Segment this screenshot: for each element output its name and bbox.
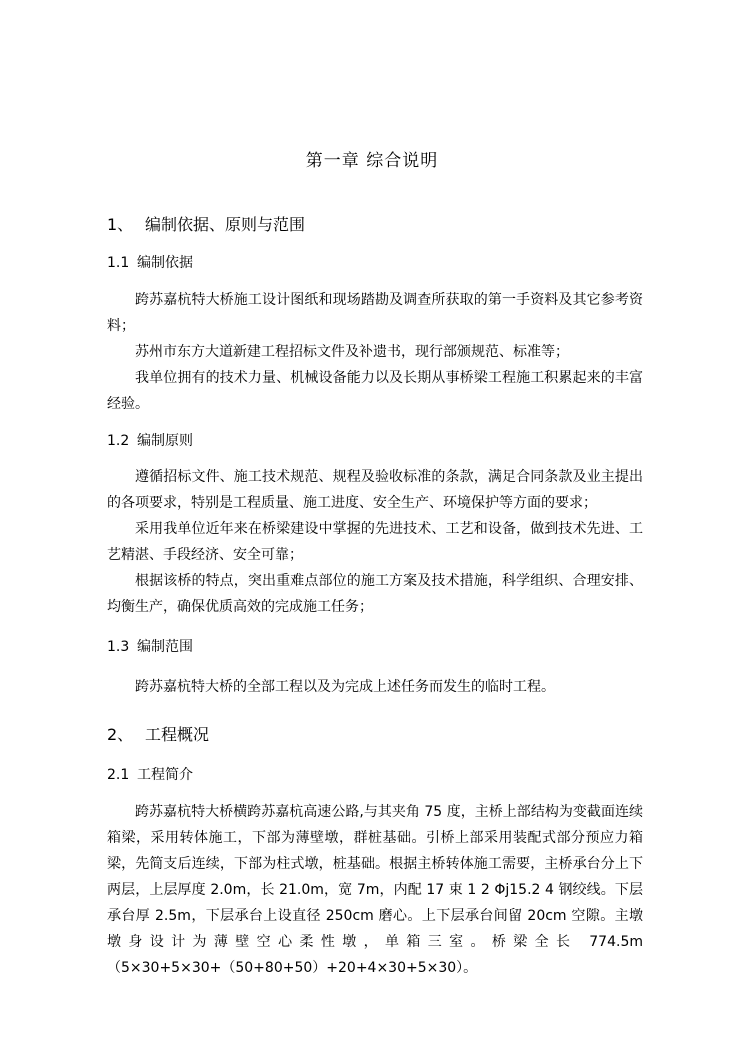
section-2-number: 2、 [107,725,134,744]
subsection-1-3-number: 1.3 [107,639,130,655]
paragraph: 我单位拥有的技术力量、机械设备能力以及长期从事桥梁工程施工积累起来的丰富经验。 [107,370,643,412]
subsection-1-3-heading [107,636,193,656]
paragraph: 跨苏嘉杭特大桥的全部工程以及为完成上述任务而发生的临时工程。 [135,679,555,695]
section-1-title: 编制依据、原则与范围 [145,215,306,234]
subsection-1-2-heading [107,430,193,450]
subsection-2-1-number: 2.1 [107,767,130,783]
subsection-1-1-heading [107,252,193,272]
paragraph: 跨苏嘉杭特大桥横跨苏嘉杭高速公路,与其夹角 75 度，主桥上部结构为变截面连续箱梁，采用转体施工，下部为薄壁墩，群桩基础。引桥上部采用装配式部分预应力箱梁，先简支后连续，下部为柱式墩，桩基础。根据主桥转体施工需要，主桥承台分上下两层，上层厚度 2.0m，长 21.0m，宽 7m，内配 17 束 1 2 Φj15.2 4 钢绞线。下层承台厚 2.5m，下层承台上设直径 250cm 磨心。上下层承台间留 20cm 空隙。主墩墩身设计为薄壁空心柔性墩，单箱三室。桥梁全长 774.5m（5×30+5×30+（50+80+50）+20+4×30+5×30）。 [107,804,643,976]
paragraph: 采用我单位近年来在桥梁建设中掌握的先进技术、工艺和设备，做到技术先进、工艺精湛、手段经济、安全可靠； [107,521,643,563]
subsection-2-1-title: 工程简介 [137,767,193,783]
subsection-1-3-title: 编制范围 [137,639,193,655]
subsection-2-1-heading [107,764,193,784]
subsection-1-2-number: 1.2 [107,433,130,449]
paragraph: 苏州市东方大道新建工程招标文件及补遗书，现行部颁规范、标准等； [135,344,569,360]
subsection-1-1-number: 1.1 [107,255,130,271]
paragraph: 跨苏嘉杭特大桥施工设计图纸和现场踏勘及调查所获取的第一手资料及其它参考资料； [107,292,643,334]
subsection-1-1-title: 编制依据 [137,255,193,271]
section-2-heading [107,722,209,745]
section-2-title: 工程概况 [145,725,210,744]
subsection-1-2-title: 编制原则 [137,433,193,449]
section-1-number: 1、 [107,215,134,234]
paragraph: 遵循招标文件、施工技术规范、规程及验收标准的条款，满足合同条款及业主提出的各项要求，特别是工程质量、施工进度、安全生产、环境保护等方面的要求； [107,469,643,511]
paragraph: 根据该桥的特点，突出重难点部位的施工方案及技术措施，科学组织、合理安排、均衡生产，确保优质高效的完成施工任务； [107,573,643,615]
chapter-title: 第一章 综合说明 [305,151,439,171]
section-1-heading [107,212,305,235]
